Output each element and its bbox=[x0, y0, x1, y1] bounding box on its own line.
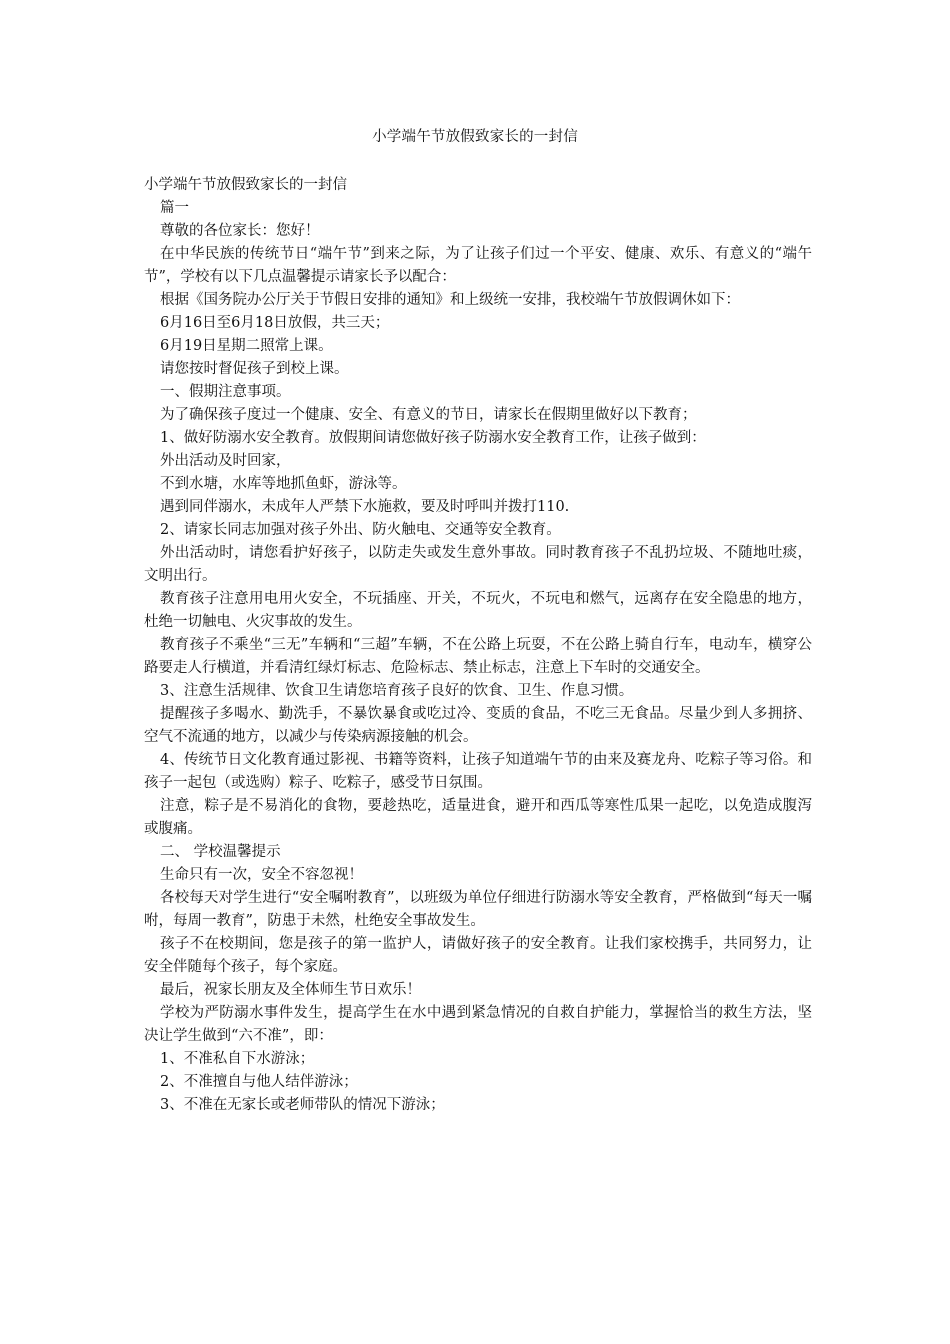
paragraph: 6月16日至6月18日放假，共三天； bbox=[160, 315, 390, 331]
document-title: 小学端午节放假致家长的一封信 bbox=[372, 129, 578, 145]
paragraph: 外出活动时，请您看护好孩子，以防走失或发生意外事故。同时教育孩子不乱扔垃圾、不随地吐痰，文明出行。 bbox=[144, 545, 812, 584]
list-item: 1、不准私自下水游泳； bbox=[160, 1051, 315, 1067]
paragraph: 根据《国务院办公厅关于节假日安排的通知》和上级统一安排，我校端午节放假调休如下： bbox=[160, 292, 740, 308]
paragraph: 孩子不在校期间，您是孩子的第一监护人，请做好孩子的安全教育。让我们家校携手，共同努力，让安全伴随每个孩子，每个家庭。 bbox=[144, 936, 812, 975]
paragraph: 生命只有一次，安全不容忽视！ bbox=[160, 867, 363, 883]
list-item: 2、不准擅自与他人结伴游泳； bbox=[160, 1074, 358, 1090]
paragraph: 注意，粽子是不易消化的食物，要趁热吃，适量进食，避开和西瓜等寒性瓜果一起吃，以免造成腹泻或腹痛。 bbox=[144, 798, 812, 837]
paragraph: 2、请家长同志加强对孩子外出、防火触电、交通等安全教育。 bbox=[160, 522, 561, 538]
paragraph-heading: 小学端午节放假致家长的一封信 bbox=[144, 177, 347, 193]
paragraph: 请您按时督促孩子到校上课。 bbox=[160, 361, 349, 377]
paragraph: 教育孩子不乘坐“三无”车辆和“三超”车辆，不在公路上玩耍，不在公路上骑自行车，电动车，横穿公路要走人行横道，并看清红绿灯标志、危险标志、禁止标志，注意上下车时的交通安全。 bbox=[144, 637, 812, 676]
paragraph: 6月19日星期二照常上课。 bbox=[160, 338, 333, 354]
paragraph: 各校每天对学生进行“安全嘱咐教育”，以班级为单位仔细进行防溺水等安全教育，严格做到“每天一嘱咐，每周一教育”，防患于未然，杜绝安全事故发生。 bbox=[144, 890, 812, 929]
paragraph: 提醒孩子多喝水、勤洗手，不暴饮暴食或吃过冷、变质的食品，不吃三无食品。尽量少到人多拥挤、空气不流通的地方，以减少与传染病源接触的机会。 bbox=[144, 706, 812, 745]
paragraph: 不到水塘，水库等地抓鱼虾，游泳等。 bbox=[160, 476, 407, 492]
paragraph: 篇一 bbox=[160, 200, 189, 216]
paragraph: 在中华民族的传统节日“端午节”到来之际，为了让孩子们过一个平安、健康、欢乐、有意义的“端午节”，学校有以下几点温馨提示请家长予以配合： bbox=[144, 246, 812, 285]
paragraph: 外出活动及时回家， bbox=[160, 453, 291, 469]
paragraph: 学校为严防溺水事件发生，提高学生在水中遇到紧急情况的自救自护能力，掌握恰当的救生方法，坚决让学生做到“六不准”，即： bbox=[144, 1005, 812, 1044]
paragraph: 最后，祝家长朋友及全体师生节日欢乐！ bbox=[160, 982, 421, 998]
paragraph: 教育孩子注意用电用火安全，不玩插座、开关，不玩火，不玩电和燃气，远离存在安全隐患的地方，杜绝一切触电、火灾事故的发生。 bbox=[144, 591, 812, 630]
paragraph: 1、做好防溺水安全教育。放假期间请您做好孩子防溺水安全教育工作，让孩子做到： bbox=[160, 430, 706, 446]
section-heading: 二、 学校温馨提示 bbox=[160, 844, 281, 860]
paragraph: 3、注意生活规律、饮食卫生请您培育孩子良好的饮食、卫生、作息习惯。 bbox=[160, 683, 634, 699]
paragraph: 4、传统节日文化教育通过影视、书籍等资料，让孩子知道端午节的由来及赛龙舟、吃粽子等习俗。和孩子一起包（或选购）粽子、吃粽子，感受节日氛围。 bbox=[144, 752, 812, 791]
paragraph: 尊敬的各位家长：您好！ bbox=[160, 223, 320, 239]
paragraph: 遇到同伴溺水，未成年人严禁下水施救，要及时呼叫并拨打110. bbox=[160, 499, 570, 515]
section-heading: 一、假期注意事项。 bbox=[160, 384, 291, 400]
list-item: 3、不准在无家长或老师带队的情况下游泳； bbox=[160, 1097, 445, 1113]
document-body bbox=[144, 174, 812, 1117]
paragraph: 为了确保孩子度过一个健康、安全、有意义的节日，请家长在假期里做好以下教育； bbox=[160, 407, 697, 423]
